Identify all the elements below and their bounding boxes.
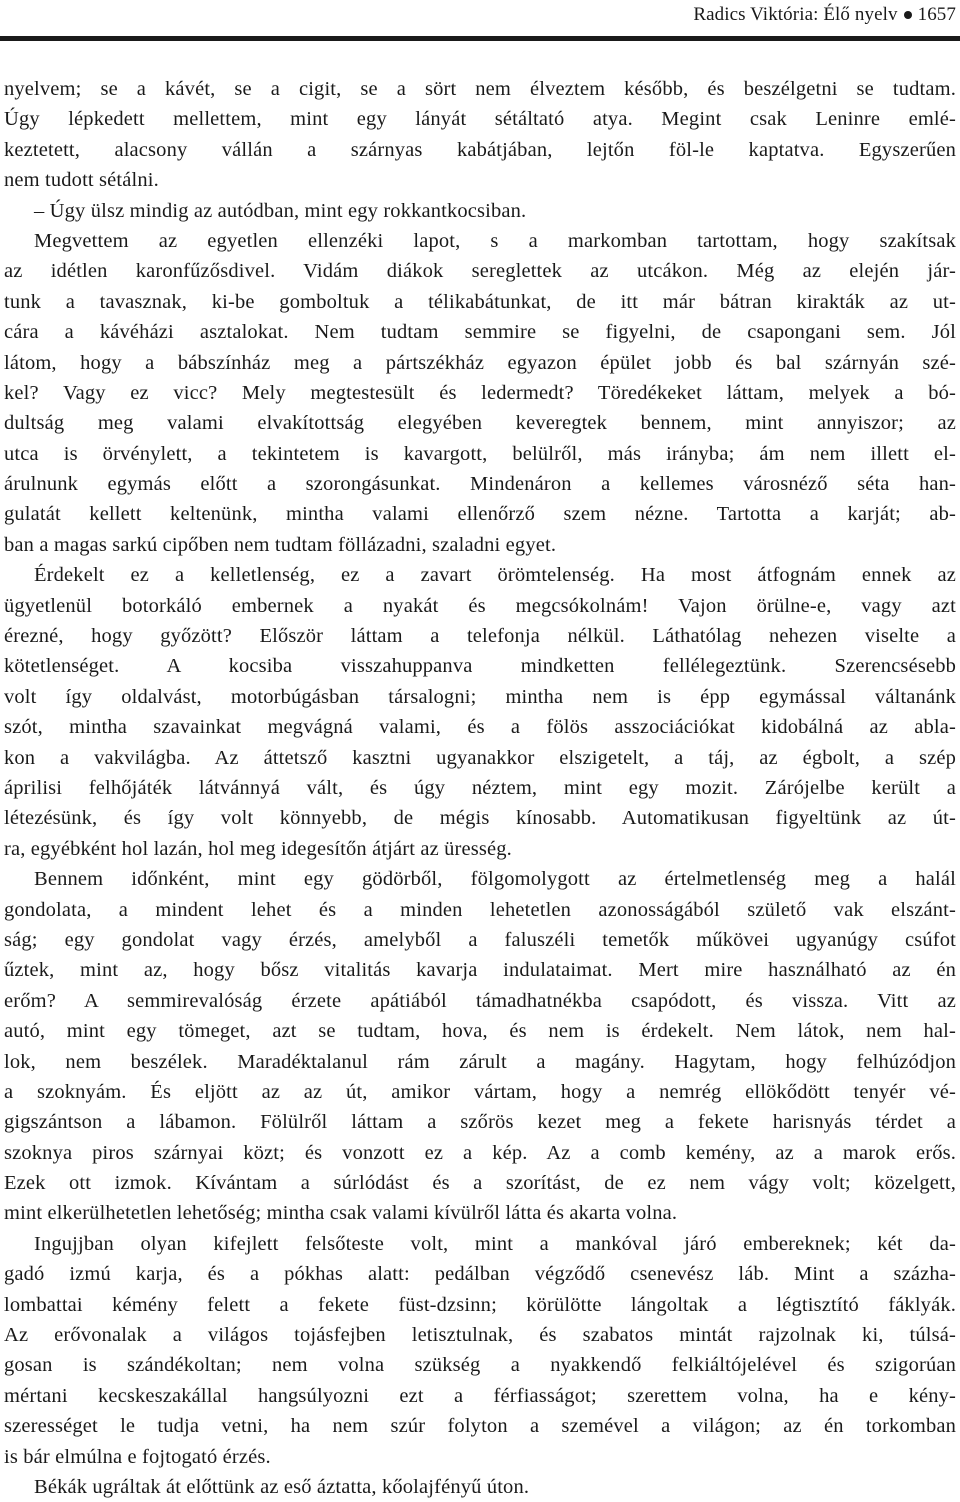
text-line: látom, hogy a bábszínház meg a pártszékház egyazon épület jobb és bal szárnyán szé- xyxy=(4,351,956,374)
text-line: áprilisi felhőjáték látvánnyá vált, és úgy néztem, mint egy mozit. Zárójelbe került a xyxy=(4,776,956,799)
text-line: Úgy lépkedett mellettem, mint egy lányát sétáltató atya. Megint csak Leninre emlé- xyxy=(4,108,956,131)
text-line: lok, nem beszélek. Maradéktalanul rám zárult a magány. Hagytam, hogy felhúzódjon xyxy=(4,1050,956,1073)
text-line: kon a vakvilágba. Az áttetsző kasztni ugyanakkor elszigetelt, a táj, az égbolt, a szép xyxy=(4,746,956,769)
text-line: erőm? A semmirevalóság érzete apátiából támadhatnékba csapódott, és vissza. Vitt az xyxy=(4,989,956,1012)
text-line: ra, egyébként hol lazán, hol meg idegesítőn átjárt az üresség. xyxy=(4,837,512,860)
text-line: dultság meg valami elvakítottság elegyében keveregtek bennem, mint annyiszor; az xyxy=(4,412,956,435)
text-line: is bár elmúlna e fojtogató érzés. xyxy=(4,1445,271,1468)
text-line: keztetett, alacsony vállán a szárnyas kabátjában, lejtőn föl-le kaptatva. Egyszerűen xyxy=(4,138,956,161)
text-line: ügyetlenül botorkáló embernek a nyakát és megcsókolnám! Vajon örülne-e, vagy azt xyxy=(4,594,956,617)
text-line: nem tudott sétálni. xyxy=(4,169,159,192)
text-line: gulatát kellett keltenünk, mintha valami ellenőrző szem nézne. Tartotta a karját; ab- xyxy=(4,503,956,526)
body-text xyxy=(4,74,956,1502)
text-line: érezné, hogy győzött? Először láttam a telefonja nélkül. Láthatólag nehezen viselte a xyxy=(4,625,956,648)
text-line: a szoknyám. És eljött az az út, amikor vártam, hogy a nemrég ellökődött tenyér vé- xyxy=(4,1080,956,1103)
header-rule xyxy=(0,36,960,41)
text-line: Békák ugráltak át előttünk az eső áztatta, kőolajfényű úton. xyxy=(34,1475,530,1498)
page-number: 1657 xyxy=(917,4,956,25)
text-line: kel? Vagy ez vicc? Mely megtestesült és ledermedt? Töredékeket láttam, melyek a bó- xyxy=(4,381,956,404)
text-line: volt így oldalvást, motorbúgásban társalogni; mintha nem is épp egymással váltanánk xyxy=(4,685,956,708)
text-line: mértani kecskeszakállal hangsúlyozni ezt a férfiasságot; szerettem volna, ha e kény- xyxy=(4,1384,956,1407)
text-line: gondolata, a mindent lehet és a minden lehetetlen azonosságából születő vak elszánt- xyxy=(4,898,956,921)
text-line: az idétlen karonfűzősdivel. Vidám diákok sereglettek az utcákon. Még az elején jár- xyxy=(4,260,956,283)
text-line: cára a kávéházi asztalokat. Nem tudtam semmire se figyelni, de csapongani sem. Jól xyxy=(4,321,956,344)
text-line: gosan is szándékoltan; nem volna szükség a nyakkendő felkiáltójelével és szigorúan xyxy=(4,1354,956,1377)
text-line: Bennem időnként, mint egy gödörből, fölgomolygott az értelmetlenség meg a halál xyxy=(34,868,956,891)
text-line: autó, mint egy tömeget, azt se tudtam, hova, és nem is érdekelt. Nem látok, nem hal- xyxy=(4,1020,956,1043)
dialogue-line: – Úgy ülsz mindig az autódban, mint egy rokkantkocsiban. xyxy=(34,199,527,222)
text-line: szót, mintha szavainkat megvágná valami, és a fölös asszociációkat kidobálná az abla- xyxy=(4,716,956,739)
text-line: gigszántson a lábamon. Fölülről láttam a szőrös kezet meg a fekete harisnyás térdet a xyxy=(4,1111,956,1134)
text-line: Az erővonalak a világos tojásfejben letisztulnak, és szabatos mintát rajzolnak ki, túlsá- xyxy=(4,1324,956,1347)
author-and-title: Radics Viktória: Élő nyelv xyxy=(693,4,898,25)
text-line: mint elkerülhetetlen lehetőség; mintha csak valami kívülről látta és akarta volna. xyxy=(4,1202,678,1225)
text-line: utca is örvénylett, a tekintetem is kavargott, belülről, más irányba; ám nem illett el- xyxy=(4,442,956,465)
text-line: Érdekelt ez a kelletlenség, ez a zavart örömtelenség. Ha most átfognám ennek az xyxy=(34,564,956,587)
text-line: kötetlenséget. A kocsiba visszahuppanva mindketten fellélegeztünk. Szerencsésebb xyxy=(4,655,956,678)
text-line: ban a magas sarkú cipőben nem tudtam föllázadni, szaladni egyet. xyxy=(4,533,557,556)
text-line: Ingujjban olyan kifejlett felsőteste volt, mint a mankóval járó embereknek; két da- xyxy=(34,1232,956,1255)
text-line: tunk a tavasznak, ki-be gomboltuk a télikabátunkat, de itt már bátran kirakták az ut- xyxy=(4,290,956,313)
text-line: szoknya piros szárnyai közt; és vonzott ez a kép. Az a comb kemény, az a marok erős. xyxy=(4,1141,956,1164)
text-line: szerességet le tudja vetni, ha nem szúr folyton a szemével a világon; az én torkomban xyxy=(4,1415,956,1438)
running-head xyxy=(693,2,956,28)
text-line: ság; egy gondolat vagy érzés, amelyből a faluszéli temetők műkövei ugyanúgy csúfot xyxy=(4,928,956,951)
text-line: létezésünk, és így volt könnyebb, de mégis kínosabb. Automatikusan figyeltünk az út- xyxy=(4,807,956,830)
text-line: űztek, mint az, hogy bősz vitalitás kavarja indulataimat. Mert mire használható az én xyxy=(4,959,956,982)
bullet-separator-icon xyxy=(904,11,912,19)
text-line: árulnunk egymás előtt a szorongásunkat. Mindenáron a kellemes városnéző séta han- xyxy=(4,473,956,496)
text-line: Ezek ott izmok. Kívántam a súrlódást és a szorítást, de ez nem vágy volt; közelgett, xyxy=(4,1172,956,1195)
text-line: Megvettem az egyetlen ellenzéki lapot, s a markomban tartottam, hogy szakítsak xyxy=(34,229,956,252)
text-line: nyelvem; se a kávét, se a cigit, se a sört nem élveztem később, és beszélgetni se tudtam. xyxy=(4,78,956,100)
text-line: lombattai kémény felett a fekete füst-dzsinn; körülötte lángoltak a légtisztító fáklyák. xyxy=(4,1293,956,1316)
text-line: gadó izmú karja, és a pókhas alatt: pedálban végződő csenevész láb. Mint a százha- xyxy=(4,1263,956,1286)
